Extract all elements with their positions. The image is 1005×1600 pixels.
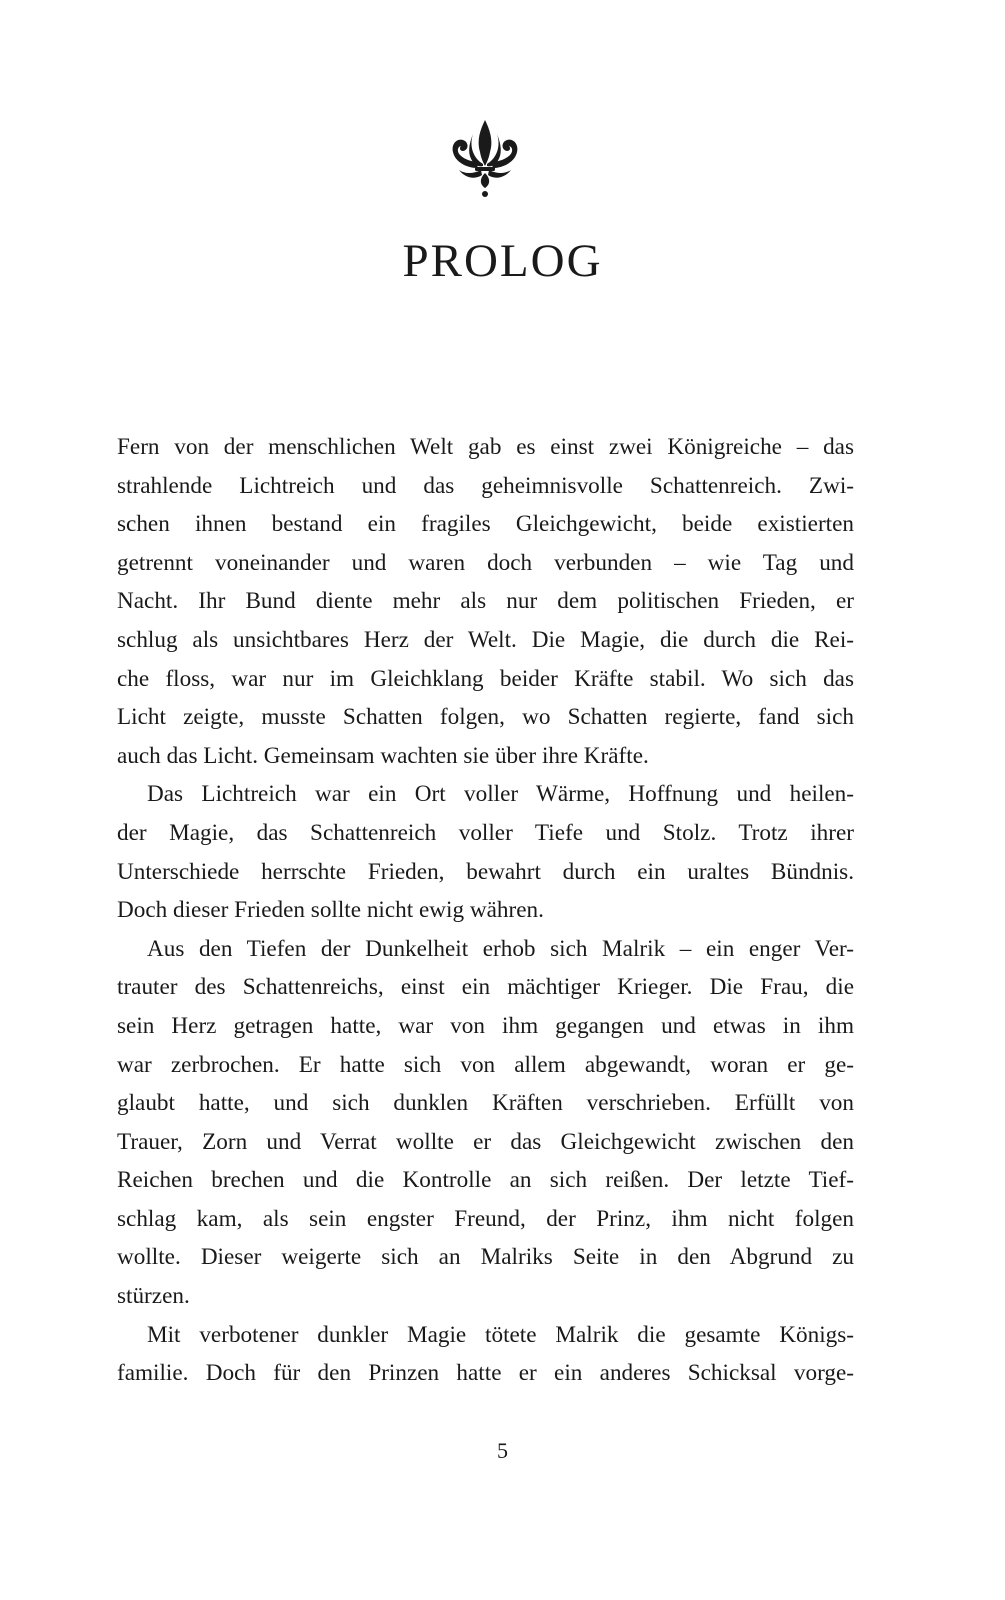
text-line: Aus den Tiefen der Dunkelheit erhob sich Malrik – ein enger Ver- — [147, 935, 854, 962]
page-number: 5 — [497, 1438, 508, 1463]
text-line: Reichen brechen und die Kontrolle an sich reißen. Der letzte Tief- — [117, 1167, 854, 1194]
text-line: getrennt voneinander und waren doch verbunden – wie Tag und — [117, 549, 854, 576]
text-line: Das Lichtreich war ein Ort voller Wärme, Hoffnung und heilen- — [147, 781, 854, 808]
text-line: auch das Licht. Gemeinsam wachten sie über ihre Kräfte. — [117, 742, 649, 769]
text-line: che floss, war nur im Gleichklang beider Kräfte stabil. Wo sich das — [117, 665, 854, 692]
text-line: der Magie, das Schattenreich voller Tiefe und Stolz. Trotz ihrer — [117, 819, 854, 846]
text-line: Fern von der menschlichen Welt gab es einst zwei Königreiche – das — [117, 434, 854, 460]
text-line: Unterschiede herrschte Frieden, bewahrt durch ein uraltes Bündnis. — [117, 858, 854, 885]
chapter-title: PROLOG — [402, 235, 603, 287]
fleur-ornament-icon — [447, 118, 523, 198]
text-line: Trauer, Zorn und Verrat wollte er das Gleichgewicht zwischen den — [117, 1128, 854, 1155]
text-line: Doch dieser Frieden sollte nicht ewig währen. — [117, 897, 544, 924]
text-line: strahlende Lichtreich und das geheimnisvolle Schattenreich. Zwi- — [117, 472, 854, 499]
text-line: schlag kam, als sein engster Freund, der Prinz, ihm nicht folgen — [117, 1205, 854, 1232]
text-line: stürzen. — [117, 1283, 190, 1310]
text-line: trauter des Schattenreichs, einst ein mächtiger Krieger. Die Frau, die — [117, 974, 854, 1001]
prologue-body-text — [117, 428, 854, 1393]
text-line: Mit verbotener dunkler Magie tötete Malrik die gesamte Königs- — [147, 1321, 854, 1348]
paragraph — [117, 1316, 854, 1393]
text-line: sein Herz getragen hatte, war von ihm gegangen und etwas in ihm — [117, 1012, 854, 1039]
text-line: Licht zeigte, musste Schatten folgen, wo Schatten regierte, fand sich — [117, 704, 854, 731]
paragraph — [117, 775, 854, 929]
text-line: wollte. Dieser weigerte sich an Malriks Seite in den Abgrund zu — [117, 1244, 854, 1271]
paragraph — [117, 930, 854, 1316]
paragraph — [117, 428, 854, 775]
text-line: schlug als unsichtbares Herz der Welt. Die Magie, die durch die Rei- — [117, 626, 854, 653]
text-line: schen ihnen bestand ein fragiles Gleichgewicht, beide existierten — [117, 511, 854, 538]
text-line: familie. Doch für den Prinzen hatte er ein anderes Schicksal vorge- — [117, 1360, 854, 1387]
text-line: Nacht. Ihr Bund diente mehr als nur dem politischen Frieden, er — [117, 588, 854, 615]
text-line: war zerbrochen. Er hatte sich von allem abgewandt, woran er ge- — [117, 1051, 854, 1078]
text-line: glaubt hatte, und sich dunklen Kräften verschrieben. Erfüllt von — [117, 1090, 854, 1117]
